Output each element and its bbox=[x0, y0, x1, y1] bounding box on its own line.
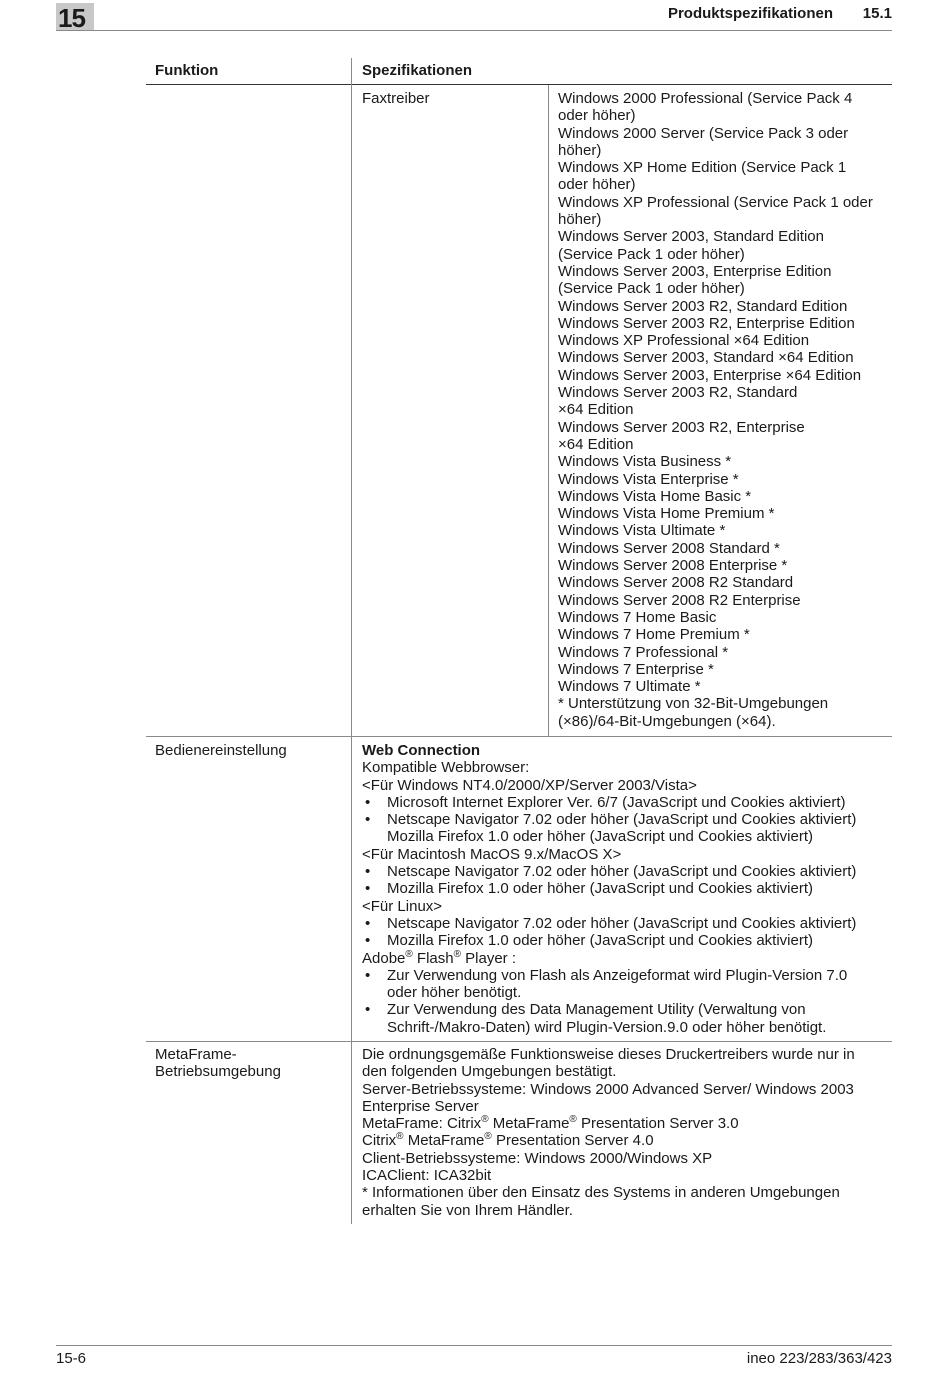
bullet-marker: • bbox=[365, 914, 371, 932]
column-header-function: Funktion bbox=[155, 62, 219, 79]
os-list-item: Windows Server 2008 R2 Standard bbox=[558, 574, 794, 592]
os-list-item: Windows 2000 Professional (Service Pack 4 bbox=[558, 90, 853, 107]
table-header-rule bbox=[146, 84, 892, 85]
os-list-item: Windows Vista Home Basic * bbox=[558, 487, 752, 505]
bullet-item bbox=[362, 1001, 856, 1018]
header-rule bbox=[56, 30, 892, 31]
os-list-item: Windows Server 2003 R2, Standard bbox=[558, 384, 798, 402]
os-list-item: Windows Server 2008 R2 Enterprise bbox=[558, 591, 801, 609]
spec-line: * Informationen über den Einsatz des Systems in anderen Umgebungen bbox=[362, 1184, 840, 1202]
os-list-item: Windows 7 Enterprise * bbox=[558, 660, 714, 678]
spec-line: Die ordnungsgemäße Funktionsweise dieses Druckertreibers wurde nur in bbox=[362, 1046, 855, 1063]
page-number: 15-6 bbox=[56, 1350, 87, 1367]
os-list-item: Windows XP Professional ×64 Edition bbox=[558, 332, 810, 350]
spec-line: <Für Linux> bbox=[362, 897, 443, 915]
bullet-marker: • bbox=[365, 863, 371, 881]
column-divider bbox=[351, 58, 352, 1224]
column-header-specifications: Spezifikationen bbox=[362, 62, 473, 79]
bullet-marker: • bbox=[365, 1001, 371, 1019]
spec-line: Kompatible Webbrowser: bbox=[362, 759, 530, 777]
bullet-marker: • bbox=[365, 793, 371, 811]
os-list-item: Windows 2000 Server (Service Pack 3 oder bbox=[558, 124, 849, 142]
registered-mark: ® bbox=[405, 948, 413, 960]
os-list-item: Windows Vista Business * bbox=[558, 453, 732, 471]
os-list-item: oder höher) bbox=[558, 176, 636, 194]
spec-line: <Für Windows NT4.0/2000/XP/Server 2003/Vista> bbox=[362, 776, 697, 794]
os-list-item: Windows 7 Home Basic bbox=[558, 608, 717, 626]
os-list-item: Windows 7 Professional * bbox=[558, 643, 729, 661]
bullet-marker: • bbox=[365, 811, 371, 829]
text-player: Player : bbox=[460, 949, 517, 967]
subcolumn-divider bbox=[548, 85, 549, 736]
os-list-item: Windows Vista Ultimate * bbox=[558, 522, 726, 540]
flash-player-line bbox=[362, 950, 856, 967]
text-part: Citrix bbox=[362, 1132, 397, 1150]
bullet-item bbox=[362, 811, 856, 828]
bullet-text: Netscape Navigator 7.02 oder höher (JavaScript und Cookies aktiviert) bbox=[387, 811, 857, 829]
os-list-item: ×64 Edition bbox=[558, 401, 634, 419]
label-line: MetaFrame- bbox=[155, 1046, 237, 1063]
spec-line: den folgenden Umgebungen bestätigt. bbox=[362, 1063, 617, 1081]
os-list-item: Windows Server 2003, Standard Edition bbox=[558, 228, 824, 246]
os-list-item: * Unterstützung von 32-Bit-Umgebungen bbox=[558, 695, 829, 713]
os-list-item: Windows XP Professional (Service Pack 1 oder bbox=[558, 193, 873, 211]
bullet-continuation: Schrift-/Makro-Daten) wird Plugin-Version.9.0 oder höher benötigt. bbox=[387, 1018, 827, 1036]
bullet-text: Zur Verwendung von Flash als Anzeigeformat wird Plugin-Version 7.0 bbox=[387, 966, 848, 984]
os-list-item: Windows Server 2003 R2, Standard Edition bbox=[558, 297, 848, 315]
bullet-text: Netscape Navigator 7.02 oder höher (JavaScript und Cookies aktiviert) bbox=[387, 914, 857, 932]
chapter-badge: 15 bbox=[56, 3, 94, 30]
os-list-item: oder höher) bbox=[558, 107, 636, 125]
bullet-item bbox=[362, 863, 856, 880]
bullet-text: Zur Verwendung des Data Management Utility (Verwaltung von bbox=[387, 1001, 806, 1019]
footer-rule bbox=[56, 1345, 892, 1346]
os-list-item: Windows Server 2003 R2, Enterprise bbox=[558, 418, 805, 436]
registered-mark: ® bbox=[484, 1131, 492, 1143]
spec-line: <Für Macintosh MacOS 9.x/MacOS X> bbox=[362, 845, 622, 863]
web-connection-heading: Web Connection bbox=[362, 742, 481, 759]
bullet-item bbox=[362, 915, 856, 932]
metaframe-spec bbox=[362, 1046, 855, 1219]
os-list-item: Windows Server 2003 R2, Enterprise Edition bbox=[558, 314, 855, 332]
model-name: ineo 223/283/363/423 bbox=[746, 1350, 892, 1367]
os-list-item: (Service Pack 1 oder höher) bbox=[558, 280, 745, 298]
row-divider bbox=[146, 736, 892, 737]
text-part: MetaFrame bbox=[403, 1132, 485, 1150]
os-list-item: Windows Server 2003, Enterprise Edition bbox=[558, 262, 832, 280]
label-line: Betriebsumgebung bbox=[155, 1063, 281, 1081]
spec-line bbox=[362, 1132, 855, 1149]
spec-line: Client-Betriebssysteme: Windows 2000/Windows XP bbox=[362, 1149, 713, 1167]
bullet-text: Microsoft Internet Explorer Ver. 6/7 (JavaScript und Cookies aktiviert) bbox=[387, 793, 846, 811]
spec-line: Enterprise Server bbox=[362, 1097, 479, 1115]
bullet-marker: • bbox=[365, 880, 371, 898]
bullet-item bbox=[362, 880, 856, 897]
registered-mark: ® bbox=[396, 1131, 404, 1143]
bullet-item bbox=[362, 794, 856, 811]
operator-settings-label: Bedienereinstellung bbox=[155, 742, 287, 759]
spec-line: erhalten Sie von Ihrem Händler. bbox=[362, 1201, 573, 1219]
os-list-item: Windows Server 2003, Standard ×64 Edition bbox=[558, 349, 854, 367]
os-list-item: (Service Pack 1 oder höher) bbox=[558, 245, 745, 263]
text-adobe: Adobe bbox=[362, 949, 406, 967]
section-number: 15.1 bbox=[862, 5, 892, 22]
bullet-item bbox=[362, 967, 856, 984]
row-divider bbox=[146, 1041, 892, 1042]
registered-mark: ® bbox=[569, 1114, 577, 1126]
os-list-item: ×64 Edition bbox=[558, 435, 634, 453]
os-list-item: Windows XP Home Edition (Service Pack 1 bbox=[558, 159, 847, 177]
page-title: Produktspezifikationen bbox=[667, 5, 833, 22]
os-list-item: Windows 7 Ultimate * bbox=[558, 678, 701, 696]
os-list-item: Windows Server 2003, Enterprise ×64 Edition bbox=[558, 366, 862, 384]
bullet-item bbox=[362, 932, 856, 949]
operator-settings-spec bbox=[362, 742, 856, 1036]
os-list-item: Windows Server 2008 Standard * bbox=[558, 539, 780, 557]
text-part: MetaFrame: Citrix bbox=[362, 1115, 482, 1133]
os-list-item: Windows Vista Home Premium * bbox=[558, 505, 775, 523]
bullet-text: Mozilla Firefox 1.0 oder höher (JavaScript und Cookies aktiviert) bbox=[387, 932, 814, 950]
os-list-item: höher) bbox=[558, 141, 602, 159]
bullet-continuation: oder höher benötigt. bbox=[387, 984, 522, 1002]
os-list-item: Windows 7 Home Premium * bbox=[558, 626, 750, 644]
os-list-item: Windows Server 2008 Enterprise * bbox=[558, 557, 788, 575]
spec-line: Server-Betriebssysteme: Windows 2000 Advanced Server/ Windows 2003 bbox=[362, 1080, 854, 1098]
os-list-item: höher) bbox=[558, 211, 602, 229]
spec-line: ICAClient: ICA32bit bbox=[362, 1167, 492, 1185]
text-part: MetaFrame bbox=[488, 1115, 570, 1133]
registered-mark: ® bbox=[453, 948, 461, 960]
os-list-item: (×86)/64-Bit-Umgebungen (×64). bbox=[558, 712, 776, 730]
fax-driver-os-list bbox=[558, 90, 873, 730]
bullet-marker: • bbox=[365, 932, 371, 950]
spec-line bbox=[362, 1115, 855, 1132]
bullet-text: Netscape Navigator 7.02 oder höher (JavaScript und Cookies aktiviert) bbox=[387, 863, 857, 881]
text-part: Presentation Server 3.0 bbox=[576, 1115, 739, 1133]
bullet-continuation: Mozilla Firefox 1.0 oder höher (JavaScript und Cookies aktiviert) bbox=[387, 828, 814, 846]
os-list-item: Windows Vista Enterprise * bbox=[558, 470, 739, 488]
registered-mark: ® bbox=[481, 1114, 489, 1126]
metaframe-label bbox=[155, 1046, 281, 1081]
bullet-marker: • bbox=[365, 966, 371, 984]
text-flash: Flash bbox=[412, 949, 454, 967]
text-part: Presentation Server 4.0 bbox=[491, 1132, 654, 1150]
fax-driver-label: Faxtreiber bbox=[362, 90, 430, 107]
bullet-text: Mozilla Firefox 1.0 oder höher (JavaScript und Cookies aktiviert) bbox=[387, 880, 814, 898]
